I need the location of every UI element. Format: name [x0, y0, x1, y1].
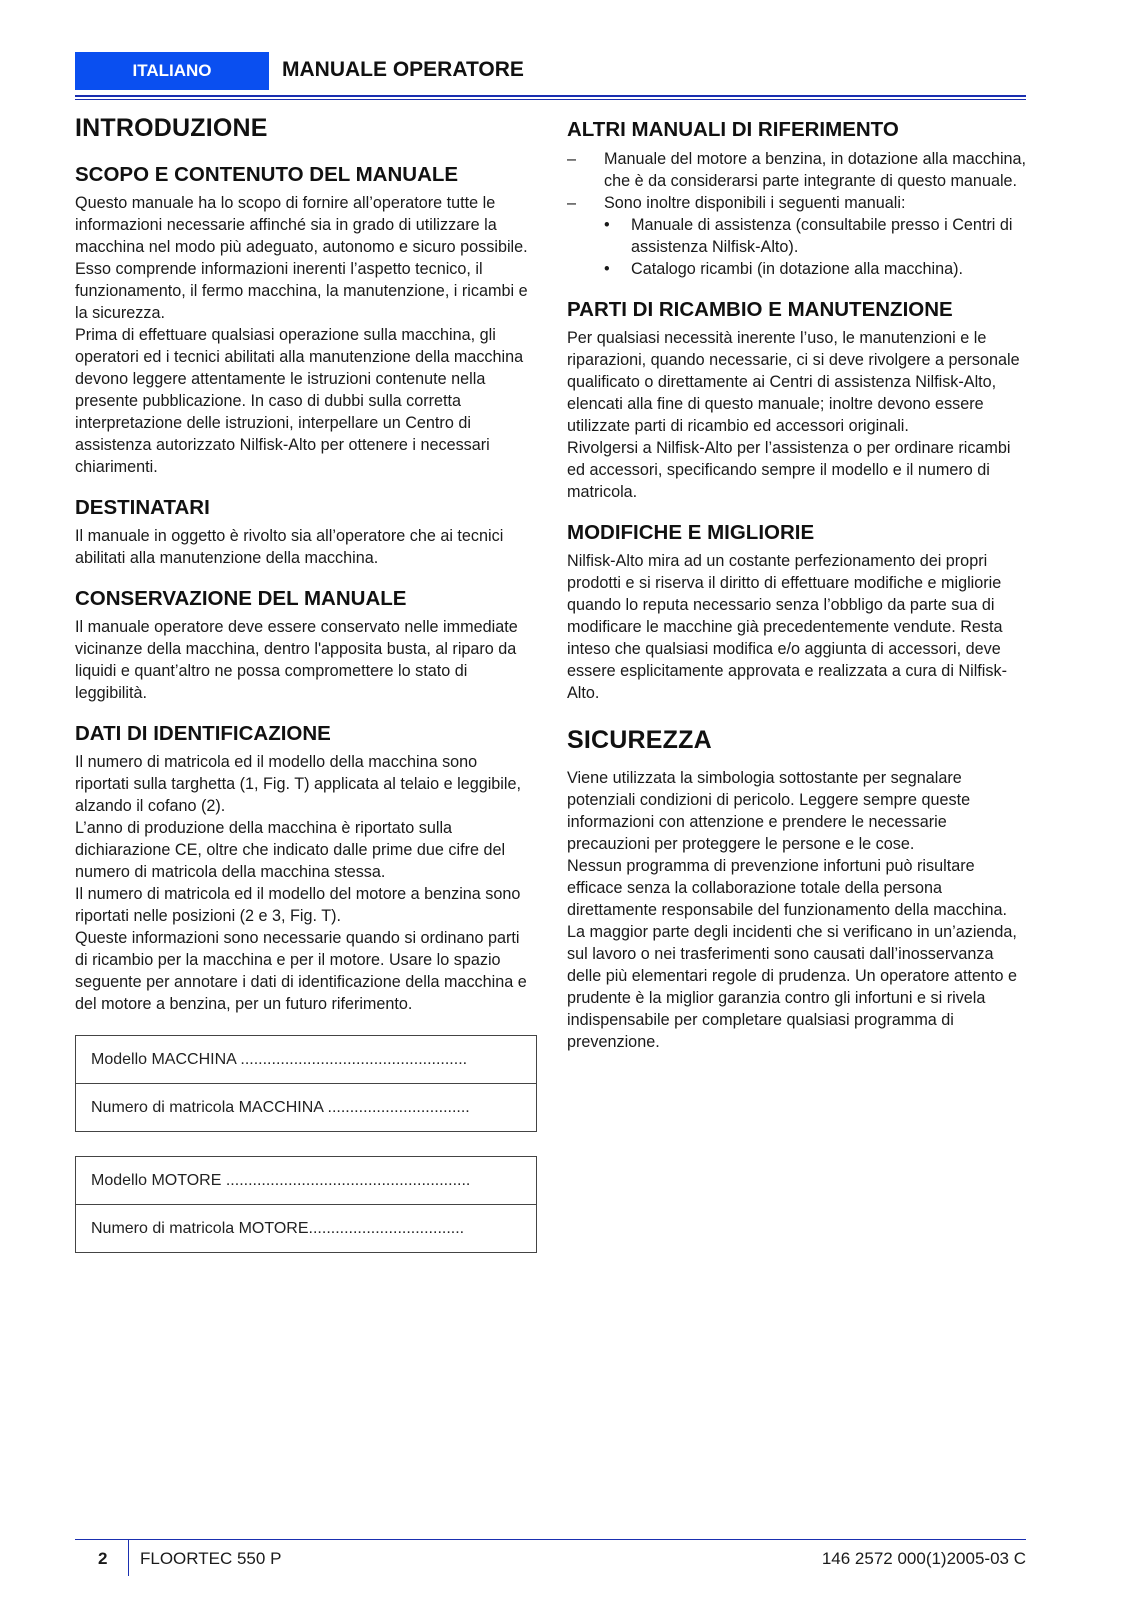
- heading-modifiche: MODIFICHE E MIGLIORIE: [567, 521, 815, 544]
- product-name: FLOORTEC 550 P: [140, 1549, 282, 1568]
- sub-list-item-text: Catalogo ricambi (in dotazione alla macchina).: [631, 260, 964, 278]
- heading-ricambi: PARTI DI RICAMBIO E MANUTENZIONE: [567, 298, 953, 321]
- right-column: [567, 108, 1027, 1053]
- dash-marker: –: [567, 194, 577, 212]
- engine-model-field[interactable]: Modello MOTORE .......................................................: [91, 1171, 471, 1189]
- machine-serial-field[interactable]: Numero di matricola MACCHINA ................................: [76, 1083, 536, 1131]
- heading-scopo: SCOPO E CONTENUTO DEL MANUALE: [75, 163, 459, 186]
- reference-manuals-list: [567, 148, 1027, 280]
- page-number: 2: [98, 1549, 108, 1568]
- paragraph: Il numero di matricola ed il modello della macchina sono riportati sulla targhetta (1, Fig. T) applicata al telaio e leggibile, alzando il cofano (2).: [75, 753, 521, 815]
- list-item: [567, 148, 1027, 192]
- paragraph: Nessun programma di prevenzione infortuni può risultare efficace senza la collaborazione totale della persona direttamente responsabile del funzionamento della macchina. La maggior parte degli incidenti che si verificano in un’azienda, sul lavoro o nei trasferimenti sono causati dall’inosservanza delle più elementari regole di prudenza. Un operatore attento e prudente è la miglior garanzia contro gli infortuni e si rivela indispensabile per completare qualsiasi programma di prevenzione.: [567, 857, 1017, 1051]
- document-type-title: MANUALE OPERATORE: [282, 58, 524, 81]
- machine-id-table: [75, 1035, 537, 1132]
- footer-separator: [128, 1540, 129, 1576]
- paragraph: Per qualsiasi necessità inerente l’uso, le manutenzioni e le riparazioni, quando necessarie, ci si deve rivolgere a personale qualificato o direttamente ai Centri di assistenza Nilfisk-Alto, elencati alla fine di questo manuale; inoltre devono essere utilizzate parti di ricambio ed accessori originali.: [567, 329, 1020, 435]
- sub-list-item: [604, 214, 1027, 258]
- machine-model-field[interactable]: Modello MACCHINA ...................................................: [91, 1050, 468, 1068]
- paragraph: Viene utilizzata la simbologia sottostante per segnalare potenziali condizioni di pericolo. Leggere sempre queste informazioni con attenzione e prendere le necessarie precauzioni per proteggere le persone e le cose.: [567, 769, 971, 853]
- document-code: 146 2572 000(1)2005-03 C: [821, 1549, 1026, 1568]
- paragraph: Queste informazioni sono necessarie quando si ordinano parti di ricambio per la macchina e per il motore. Usare lo spazio seguente per annotare i dati di identificazione della macchina e del motore a benzina, per un futuro riferimento.: [75, 929, 527, 1013]
- header-rule-thin: [75, 99, 1026, 100]
- sub-list-item: [604, 258, 1027, 280]
- sub-list: [604, 214, 1027, 280]
- footer-rule: [75, 1539, 1026, 1540]
- list-item: [567, 192, 1027, 280]
- heading-identificazione: DATI DI IDENTIFICAZIONE: [75, 722, 331, 745]
- header-rule: [75, 95, 1026, 97]
- paragraph: Il manuale in oggetto è rivolto sia all’operatore che ai tecnici abilitati alla manutenzione della macchina.: [75, 527, 504, 567]
- section-title-sicurezza: SICUREZZA: [567, 726, 712, 754]
- paragraph: Il numero di matricola ed il modello del motore a benzina sono riportati nelle posizioni (2 e 3, Fig. T).: [75, 885, 521, 925]
- dash-marker: –: [567, 150, 577, 168]
- bullet-marker: •: [604, 260, 610, 278]
- list-item-text: Sono inoltre disponibili i seguenti manuali:: [604, 194, 906, 212]
- paragraph: Questo manuale ha lo scopo di fornire all’operatore tutte le informazioni necessarie affinché sia in grado di utilizzare la macchina nel modo più adeguato, autonomo e sicuro possibile. Esso comprende informazioni inerenti l’aspetto tecnico, il funzionamento, il fermo macchina, la manutenzione, i ricambi e la sicurezza.: [75, 194, 528, 322]
- engine-id-table: [75, 1156, 537, 1253]
- paragraph: Prima di effettuare qualsiasi operazione sulla macchina, gli operatori ed i tecnici abilitati alla manutenzione della macchina devono leggere attentamente le istruzioni contenute nella presente pubblicazione. In caso di dubbi sulla corretta interpretazione delle istruzioni, interpellare un Centro di assistenza autorizzato Nilfisk-Alto per ottenere i necessari chiarimenti.: [75, 326, 524, 476]
- engine-serial-field[interactable]: Numero di matricola MOTORE...................................: [76, 1204, 536, 1252]
- sub-list-item-text: Manuale di assistenza (consultabile presso i Centri di assistenza Nilfisk-Alto).: [631, 216, 1013, 256]
- heading-destinatari: DESTINATARI: [75, 496, 210, 519]
- left-column: [75, 108, 535, 1253]
- section-title-introduzione: INTRODUZIONE: [75, 114, 268, 142]
- language-badge: [75, 52, 269, 90]
- paragraph: Il manuale operatore deve essere conservato nelle immediate vicinanze della macchina, dentro l'apposita busta, al riparo da liquidi e quant’altro ne possa compromettere lo stato di leggibilità.: [75, 618, 518, 702]
- paragraph: Nilfisk-Alto mira ad un costante perfezionamento dei propri prodotti e si riserva il diritto di effettuare modifiche e migliorie quando lo reputa necessario senza l’obbligo da parte sua di modificare le macchine già precedentemente vendute. Resta inteso che qualsiasi modifica e/o aggiunta di accessori, deve essere esplicitamente approvata e realizzata a cura di Nilfisk-Alto.: [567, 552, 1007, 702]
- bullet-marker: •: [604, 216, 610, 234]
- heading-altri-manuali: ALTRI MANUALI DI RIFERIMENTO: [567, 118, 899, 141]
- language-label: ITALIANO: [132, 61, 212, 80]
- list-item-text: Manuale del motore a benzina, in dotazione alla macchina, che è da considerarsi parte integrante di questo manuale.: [604, 150, 1027, 190]
- paragraph: Rivolgersi a Nilfisk-Alto per l’assistenza o per ordinare ricambi ed accessori, specificando sempre il modello e il numero di matricola.: [567, 439, 1011, 501]
- heading-conservazione: CONSERVAZIONE DEL MANUALE: [75, 587, 407, 610]
- paragraph: L’anno di produzione della macchina è riportato sulla dichiarazione CE, oltre che indicato dalle prime due cifre del numero di matricola della macchina stessa.: [75, 819, 506, 881]
